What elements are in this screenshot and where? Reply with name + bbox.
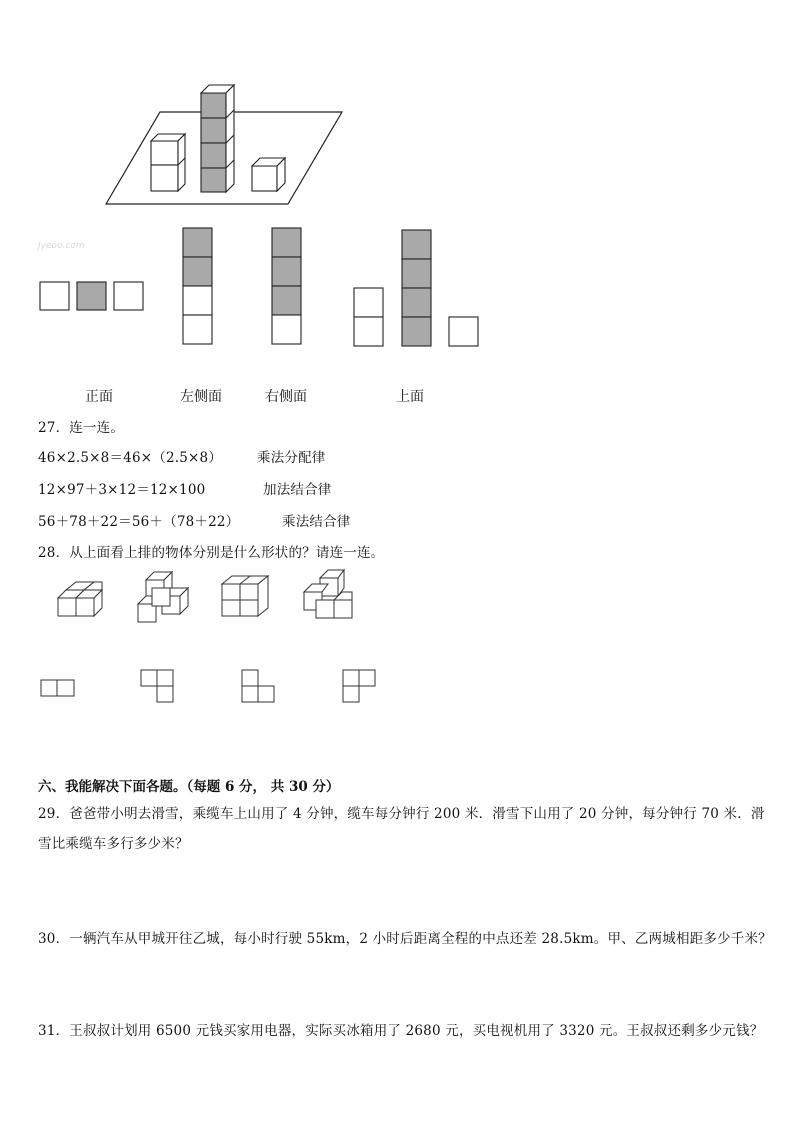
q29-line-2: 雪比乘缆车多行多少米？ (38, 836, 189, 852)
top-view-label: 上面 (396, 389, 424, 405)
q27-right-item-1: 乘法分配律 (257, 450, 326, 466)
q27-right-item-2: 加法结合律 (263, 482, 332, 498)
q27-title: 27．连一连。 (38, 420, 125, 436)
q28-shape-b (141, 670, 173, 702)
q28-shape-a (41, 680, 74, 696)
top-view (354, 230, 478, 346)
left-cube-stack (151, 134, 185, 191)
q28-title: 28．从上面看上排的物体分别是什么形状的？请连一连。 (38, 545, 385, 561)
section6-title: 六、我能解决下面各题。（每题 6 分， 共 30 分） (38, 779, 340, 795)
middle-cube-stack (201, 85, 234, 192)
right-side-view (272, 228, 301, 344)
q28-object-2 (138, 572, 188, 622)
q31-text: 31．王叔叔计划用 6500 元钱买家用电器，实际买冰箱用了 2680 元，买电视机用了 3320 元。王叔叔还剩多少元钱？ (38, 1023, 764, 1039)
q29-line-1: 29．爸爸带小明去滑雪，乘缆车上山用了 4 分钟，缆车每分钟行 200 米．滑雪下山用了 20 分钟，每分钟行 70 米．滑 (38, 806, 765, 822)
q27-left-item-3: 56＋78＋22＝56＋（78＋22） (38, 514, 240, 530)
q27-left-item-2: 12×97＋3×12＝12×100 (38, 482, 206, 498)
right-view-label: 右侧面 (265, 389, 307, 405)
front-view-label: 正面 (85, 389, 113, 405)
q28-object-3 (222, 576, 268, 616)
q28-object-4 (304, 570, 352, 618)
q27-left-item-1: 46×2.5×8＝46×（2.5×8） (38, 450, 223, 466)
q28-shape-c (242, 670, 274, 702)
q28-object-1 (58, 582, 102, 616)
watermark: Jyeoo.com (38, 241, 85, 251)
left-view-label: 左侧面 (180, 389, 222, 405)
q27-right-item-3: 乘法结合律 (282, 514, 351, 530)
q28-shape-d (343, 670, 375, 702)
right-single-cube (252, 158, 285, 191)
left-side-view (183, 228, 212, 344)
q30-text: 30．一辆汽车从甲城开往乙城，每小时行驶 55km，2 小时后距离全程的中点还差 28.5km。甲、乙两城相距多少千米？ (38, 931, 772, 947)
front-view (40, 282, 143, 310)
